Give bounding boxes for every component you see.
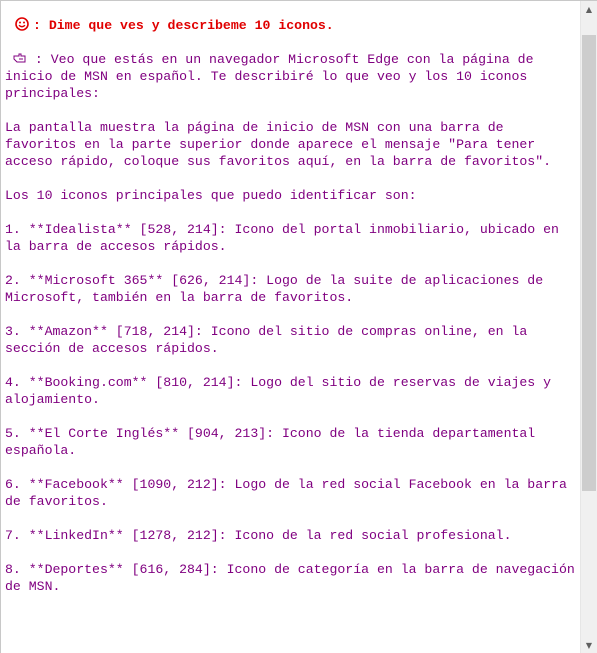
smiley-icon [15, 17, 29, 31]
list-item: 6. **Facebook** [1090, 212]: Logo de la red social Facebook en la barra de favoritos. [5, 477, 567, 509]
list-item: 3. **Amazon** [718, 214]: Icono del sitio de compras online, en la sección de accesos rápidos. [5, 324, 528, 356]
list-item: 2. **Microsoft 365** [626, 214]: Logo de la suite de aplicaciones de Microsoft, también en la barra de favoritos. [5, 273, 544, 305]
scrollbar-thumb[interactable] [582, 35, 596, 491]
list-item: 1. **Idealista** [528, 214]: Icono del portal inmobiliario, ubicado en la barra de accesos rápidos. [5, 222, 559, 254]
hand-pointer-icon [13, 52, 27, 64]
scroll-down-arrow-icon[interactable]: ▼ [585, 641, 593, 650]
user-message [15, 17, 581, 34]
scroll-up-arrow-icon[interactable]: ▲ [585, 5, 593, 14]
list-item: 8. **Deportes** [616, 284]: Icono de categoría en la barra de navegación de MSN. [5, 562, 575, 594]
assistant-intro [5, 51, 581, 102]
list-item: 4. **Booking.com** [810, 214]: Logo del sitio de reservas de viajes y alojamiento. [5, 375, 552, 407]
list-item: 7. **LinkedIn** [1278, 212]: Icono de la red social profesional. [5, 528, 512, 543]
assistant-intro-text: : Veo que estás en un navegador Microsoft Edge con la página de inicio de MSN en español. Te describiré lo que veo y los 10 iconos principales: [5, 52, 534, 101]
assistant-description: La pantalla muestra la página de inicio de MSN con una barra de favoritos en la parte superior donde aparece el mensaje "Para tener acceso rápido, coloque sus favoritos aquí, en la barra de favoritos". [5, 120, 552, 169]
assistant-list-intro: Los 10 iconos principales que puedo identificar son: [5, 188, 417, 203]
chat-content [5, 9, 581, 595]
user-message-text: : Dime que ves y describeme 10 iconos. [33, 18, 334, 33]
list-item: 5. **El Corte Inglés** [904, 213]: Icono de la tienda departamental española. [5, 426, 536, 458]
vertical-scrollbar[interactable] [580, 1, 597, 653]
